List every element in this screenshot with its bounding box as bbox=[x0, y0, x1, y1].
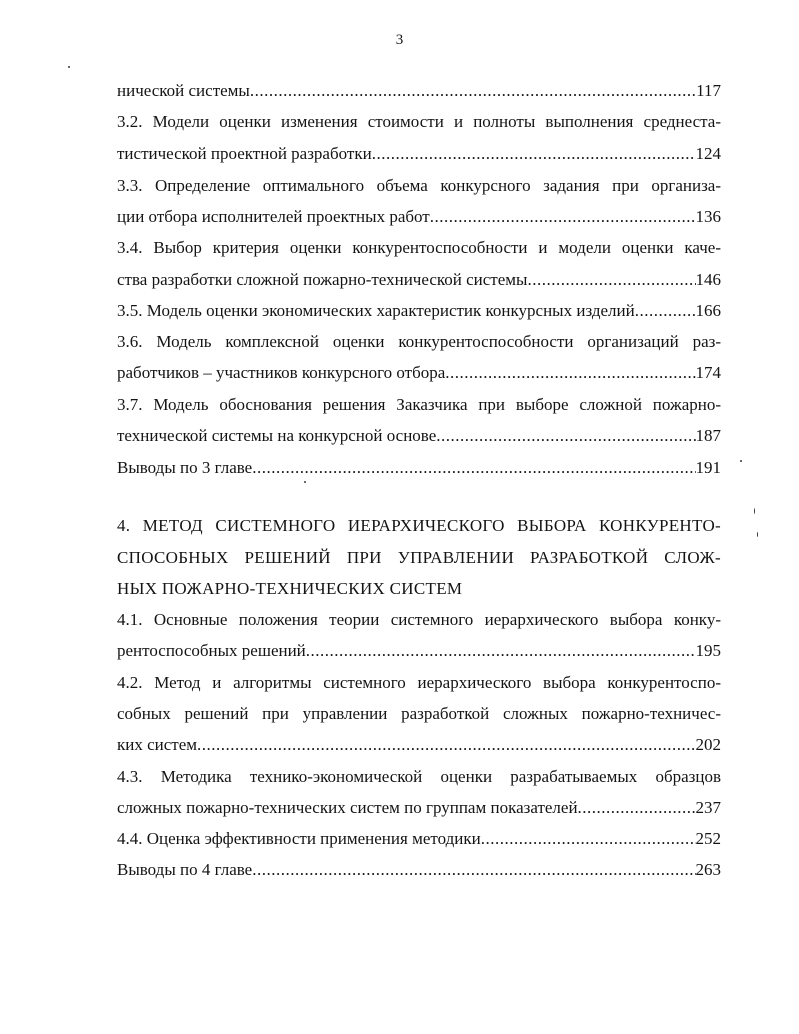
toc-leader-dots bbox=[252, 455, 695, 481]
toc-entry-title: 4.1. Основные положения теории системного иерархического выбора конку- bbox=[117, 610, 721, 629]
toc-entry-title: 3.7. Модель обоснования решения Заказчика при выборе сложной пожарно- bbox=[117, 395, 721, 414]
toc-entry-title: 4.4. Оценка эффективности применения методики bbox=[117, 829, 481, 848]
toc-entry-title: 4.2. Метод и алгоритмы системного иерархического выбора конкурентоспо- bbox=[117, 673, 721, 692]
toc-leader-dots bbox=[197, 732, 695, 758]
toc-leader-dots bbox=[436, 423, 695, 449]
toc-entry-title: Выводы по 3 главе bbox=[117, 458, 253, 477]
scan-speck bbox=[304, 481, 306, 483]
toc-entry bbox=[117, 78, 721, 104]
scan-speck bbox=[68, 66, 70, 68]
toc-page-number: 191 bbox=[695, 458, 721, 477]
chapter-heading-cont: НЫХ ПОЖАРНО-ТЕХНИЧЕСКИХ СИСТЕМ bbox=[117, 579, 463, 598]
toc-page-number: 124 bbox=[695, 144, 721, 163]
toc-entry bbox=[117, 204, 721, 230]
toc-entry bbox=[117, 141, 721, 167]
toc-entry-title-cont: работчиков – участников конкурсного отбора bbox=[117, 363, 446, 382]
toc-entry bbox=[117, 638, 721, 664]
toc-page-number: 146 bbox=[695, 270, 721, 289]
toc-leader-dots bbox=[430, 204, 696, 230]
toc-page-number: 263 bbox=[695, 860, 721, 879]
toc-page-number: 237 bbox=[695, 798, 721, 817]
toc-entry-title: 3.3. Определение оптимального объема конкурсного задания при организа- bbox=[117, 176, 721, 195]
toc-page-number: 202 bbox=[695, 735, 721, 754]
toc-entry bbox=[117, 455, 721, 481]
toc-entry-title-cont: тистической проектной разработки bbox=[117, 144, 372, 163]
toc-leader-dots bbox=[445, 360, 695, 386]
toc-entry-title-cont: ции отбора исполнителей проектных работ bbox=[117, 207, 430, 226]
toc-entry bbox=[117, 298, 721, 324]
toc-page-number: 166 bbox=[695, 301, 721, 320]
toc-page-number: 136 bbox=[695, 207, 721, 226]
toc-entry-title-cont: технической системы на конкурсной основе bbox=[117, 426, 437, 445]
toc-entry-title: 4.3. Методика технико-экономической оценки разрабатываемых образцов bbox=[117, 767, 721, 786]
toc-leader-dots bbox=[527, 267, 695, 293]
chapter-heading-cont: СПОСОБНЫХ РЕШЕНИЙ ПРИ УПРАВЛЕНИИ РАЗРАБОТКОЙ СЛОЖ- bbox=[117, 548, 721, 567]
toc-leader-dots bbox=[250, 78, 696, 104]
toc-entry-title-cont: рентоспособных решений bbox=[117, 641, 306, 660]
toc-entry bbox=[117, 826, 721, 852]
toc-entry-title: 3.5. Модель оценки экономических характеристик конкурсных изделий bbox=[117, 301, 635, 320]
toc-page-number: 252 bbox=[695, 829, 721, 848]
toc-entry-title-cont: сложных пожарно-технических систем по группам показателей bbox=[117, 798, 578, 817]
toc-page-number: 187 bbox=[695, 426, 721, 445]
scan-speck bbox=[740, 460, 742, 462]
toc-entry-title-cont: ких систем bbox=[117, 735, 198, 754]
toc-entry-title: Выводы по 4 главе bbox=[117, 860, 253, 879]
toc-leader-dots bbox=[306, 638, 696, 664]
toc-leader-dots bbox=[481, 826, 696, 852]
toc-entry-title-cont: собных решений при управлении разработкой сложных пожарно-техничес- bbox=[117, 704, 721, 723]
toc-leader-dots bbox=[252, 857, 695, 883]
page-number: 3 bbox=[395, 32, 404, 48]
chapter-heading: 4. МЕТОД СИСТЕМНОГО ИЕРАРХИЧЕСКОГО ВЫБОРА КОНКУРЕНТО- bbox=[117, 516, 721, 535]
scan-speck bbox=[754, 508, 755, 514]
toc-entry bbox=[117, 423, 721, 449]
toc-leader-dots bbox=[578, 795, 696, 821]
toc-entry bbox=[117, 360, 721, 386]
toc-page-number: 195 bbox=[695, 641, 721, 660]
scan-speck bbox=[757, 532, 758, 537]
toc-page-number: 174 bbox=[695, 363, 721, 382]
toc-entry-title: 3.2. Модели оценки изменения стоимости и полноты выполнения среднеста- bbox=[117, 112, 721, 131]
toc-page-number: 117 bbox=[696, 81, 721, 100]
toc-entry bbox=[117, 795, 721, 821]
toc-leader-dots bbox=[635, 298, 696, 324]
toc-entry bbox=[117, 732, 721, 758]
toc-entry-title: 3.6. Модель комплексной оценки конкурентоспособности организаций раз- bbox=[117, 332, 721, 351]
toc-entry bbox=[117, 857, 721, 883]
toc-entry-title: 3.4. Выбор критерия оценки конкурентоспособности и модели оценки каче- bbox=[117, 238, 721, 257]
toc-leader-dots bbox=[372, 141, 696, 167]
toc-entry-title-cont: ства разработки сложной пожарно-технической системы bbox=[117, 270, 528, 289]
toc-entry bbox=[117, 267, 721, 293]
toc-entry-title: нической системы bbox=[117, 81, 250, 100]
